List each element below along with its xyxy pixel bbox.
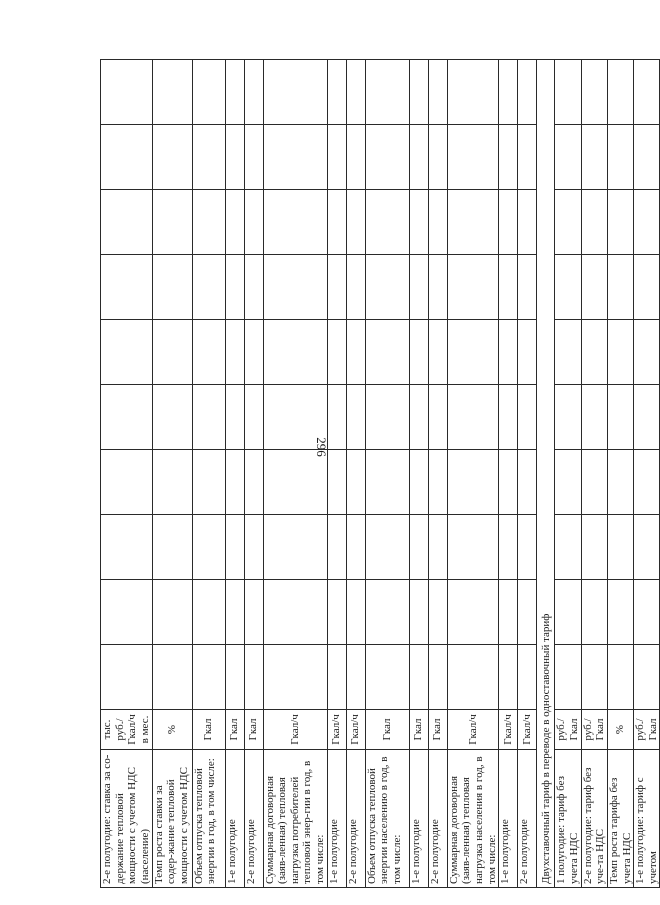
row-label: 1-е полугодие — [327, 750, 346, 888]
value-cell — [499, 190, 518, 255]
value-cell — [409, 190, 428, 255]
value-cell — [263, 645, 327, 710]
value-cell — [365, 515, 409, 580]
value-cell — [428, 255, 447, 320]
value-cell — [225, 450, 244, 515]
value-cell — [365, 385, 409, 450]
value-cell — [244, 385, 263, 450]
value-cell — [409, 60, 428, 125]
value-cell — [152, 450, 192, 515]
value-cell — [428, 645, 447, 710]
value-cell — [327, 385, 346, 450]
value-cell — [499, 515, 518, 580]
value-cell — [365, 125, 409, 190]
value-cell — [428, 450, 447, 515]
value-cell — [409, 515, 428, 580]
value-cell — [225, 515, 244, 580]
value-cell — [327, 125, 346, 190]
table-row — [607, 60, 633, 888]
row-unit: Гкал/ч — [346, 710, 365, 750]
value-cell — [581, 385, 607, 450]
value-cell — [428, 190, 447, 255]
value-cell — [555, 580, 581, 645]
row-unit: Гкал — [244, 710, 263, 750]
value-cell — [634, 645, 660, 710]
value-cell — [152, 580, 192, 645]
value-cell — [518, 255, 537, 320]
value-cell — [518, 385, 537, 450]
value-cell — [581, 190, 607, 255]
value-cell — [518, 190, 537, 255]
value-cell — [192, 645, 225, 710]
value-cell — [327, 450, 346, 515]
value-cell — [244, 645, 263, 710]
value-cell — [225, 645, 244, 710]
row-unit: % — [152, 710, 192, 750]
value-cell — [555, 450, 581, 515]
value-cell — [192, 580, 225, 645]
value-cell — [634, 190, 660, 255]
value-cell — [346, 385, 365, 450]
value-cell — [244, 450, 263, 515]
value-cell — [101, 320, 153, 385]
value-cell — [607, 255, 633, 320]
row-label: Объем отпуска тепловой энергии населению в год, в том числе: — [365, 750, 409, 888]
row-label: Суммарная договорная (заяв-ленная) тепловая нагрузка населения в год, в том числе: — [447, 750, 499, 888]
row-unit: Гкал — [409, 710, 428, 750]
value-cell — [225, 190, 244, 255]
value-cell — [327, 255, 346, 320]
value-cell — [327, 580, 346, 645]
value-cell — [101, 255, 153, 320]
table-row — [499, 60, 518, 888]
value-cell — [263, 515, 327, 580]
table-row — [555, 60, 581, 888]
value-cell — [555, 255, 581, 320]
row-unit: Гкал/ч — [499, 710, 518, 750]
tariff-table — [100, 59, 660, 888]
value-cell — [499, 385, 518, 450]
row-unit: % — [607, 710, 633, 750]
value-cell — [428, 385, 447, 450]
value-cell — [499, 320, 518, 385]
value-cell — [555, 320, 581, 385]
value-cell — [327, 515, 346, 580]
value-cell — [327, 645, 346, 710]
value-cell — [634, 60, 660, 125]
row-label: 2-е полугодие: тариф без уче-та НДС — [581, 750, 607, 888]
value-cell — [365, 645, 409, 710]
value-cell — [346, 320, 365, 385]
value-cell — [607, 385, 633, 450]
value-cell — [581, 125, 607, 190]
value-cell — [581, 515, 607, 580]
row-unit: Гкал/ч — [327, 710, 346, 750]
value-cell — [263, 190, 327, 255]
value-cell — [518, 60, 537, 125]
row-unit: руб./Гкал — [555, 710, 581, 750]
value-cell — [365, 450, 409, 515]
row-label: 1-е полугодие — [499, 750, 518, 888]
row-label: Двухставочный тариф в переводе в одноставочный тариф — [537, 60, 555, 888]
row-label: 2-е полугодие — [244, 750, 263, 888]
value-cell — [101, 190, 153, 255]
value-cell — [244, 125, 263, 190]
row-label: 2-е полугодие — [518, 750, 537, 888]
value-cell — [499, 125, 518, 190]
value-cell — [346, 580, 365, 645]
value-cell — [152, 125, 192, 190]
value-cell — [263, 125, 327, 190]
value-cell — [192, 125, 225, 190]
value-cell — [607, 60, 633, 125]
value-cell — [263, 385, 327, 450]
value-cell — [365, 60, 409, 125]
row-label: 2-е полугодие — [346, 750, 365, 888]
value-cell — [447, 190, 499, 255]
value-cell — [244, 255, 263, 320]
page-number: 296 — [313, 437, 329, 457]
value-cell — [263, 60, 327, 125]
value-cell — [225, 385, 244, 450]
value-cell — [634, 385, 660, 450]
value-cell — [607, 125, 633, 190]
value-cell — [365, 580, 409, 645]
value-cell — [447, 125, 499, 190]
row-label: Темп роста тарифа без учета НДС — [607, 750, 633, 888]
value-cell — [447, 320, 499, 385]
value-cell — [555, 190, 581, 255]
value-cell — [447, 255, 499, 320]
value-cell — [192, 450, 225, 515]
value-cell — [518, 515, 537, 580]
value-cell — [518, 320, 537, 385]
row-unit: Гкал/ч — [518, 710, 537, 750]
value-cell — [555, 60, 581, 125]
value-cell — [346, 645, 365, 710]
value-cell — [244, 320, 263, 385]
value-cell — [101, 60, 153, 125]
value-cell — [152, 515, 192, 580]
rotated-table-wrapper — [100, 60, 659, 888]
row-unit: Гкал — [365, 710, 409, 750]
value-cell — [101, 125, 153, 190]
value-cell — [428, 60, 447, 125]
value-cell — [581, 255, 607, 320]
table-row — [428, 60, 447, 888]
value-cell — [518, 580, 537, 645]
value-cell — [499, 645, 518, 710]
value-cell — [499, 60, 518, 125]
table-row — [365, 60, 409, 888]
row-unit: Гкал — [192, 710, 225, 750]
value-cell — [634, 320, 660, 385]
value-cell — [634, 125, 660, 190]
value-cell — [263, 320, 327, 385]
value-cell — [447, 385, 499, 450]
value-cell — [101, 385, 153, 450]
value-cell — [192, 60, 225, 125]
value-cell — [346, 515, 365, 580]
value-cell — [428, 320, 447, 385]
value-cell — [346, 450, 365, 515]
value-cell — [555, 645, 581, 710]
value-cell — [499, 450, 518, 515]
row-label: Темп роста ставки за содер-жание тепловой мощности с учетом НДС — [152, 750, 192, 888]
value-cell — [101, 450, 153, 515]
value-cell — [634, 450, 660, 515]
value-cell — [499, 580, 518, 645]
value-cell — [192, 385, 225, 450]
value-cell — [192, 255, 225, 320]
row-unit: Гкал/ч — [263, 710, 327, 750]
value-cell — [409, 450, 428, 515]
value-cell — [225, 60, 244, 125]
value-cell — [152, 60, 192, 125]
value-cell — [409, 125, 428, 190]
value-cell — [365, 255, 409, 320]
value-cell — [152, 645, 192, 710]
table-row — [346, 60, 365, 888]
value-cell — [607, 645, 633, 710]
value-cell — [447, 60, 499, 125]
row-label: 1-е полугодие — [409, 750, 428, 888]
value-cell — [581, 580, 607, 645]
row-unit: тыс. руб./Гкал/ч в мес. — [101, 710, 153, 750]
value-cell — [607, 450, 633, 515]
value-cell — [327, 190, 346, 255]
row-label: 1-е полугодие — [225, 750, 244, 888]
value-cell — [192, 190, 225, 255]
row-unit: руб./Гкал — [581, 710, 607, 750]
value-cell — [555, 385, 581, 450]
row-unit: руб./Гкал — [634, 710, 660, 750]
value-cell — [244, 580, 263, 645]
value-cell — [447, 450, 499, 515]
value-cell — [499, 255, 518, 320]
value-cell — [225, 580, 244, 645]
value-cell — [244, 190, 263, 255]
value-cell — [365, 190, 409, 255]
row-label: 2-е полугодие — [428, 750, 447, 888]
value-cell — [152, 190, 192, 255]
row-label: 1 полугодие: тариф без учета НДС — [555, 750, 581, 888]
value-cell — [365, 320, 409, 385]
value-cell — [409, 255, 428, 320]
value-cell — [192, 320, 225, 385]
value-cell — [581, 450, 607, 515]
value-cell — [581, 645, 607, 710]
value-cell — [607, 580, 633, 645]
value-cell — [346, 190, 365, 255]
value-cell — [101, 580, 153, 645]
table-row — [101, 60, 153, 888]
row-unit: Гкал — [225, 710, 244, 750]
value-cell — [409, 580, 428, 645]
table-row — [244, 60, 263, 888]
table-row — [537, 60, 555, 888]
value-cell — [152, 255, 192, 320]
value-cell — [607, 320, 633, 385]
table-row — [152, 60, 192, 888]
value-cell — [152, 320, 192, 385]
row-unit: Гкал — [428, 710, 447, 750]
value-cell — [327, 60, 346, 125]
value-cell — [346, 125, 365, 190]
row-unit: Гкал/ч — [447, 710, 499, 750]
value-cell — [225, 125, 244, 190]
table-row — [581, 60, 607, 888]
value-cell — [607, 515, 633, 580]
value-cell — [244, 515, 263, 580]
value-cell — [244, 60, 263, 125]
value-cell — [518, 450, 537, 515]
table-row — [225, 60, 244, 888]
value-cell — [581, 320, 607, 385]
value-cell — [152, 385, 192, 450]
value-cell — [263, 255, 327, 320]
value-cell — [555, 125, 581, 190]
row-label: 1-е полугодие: тариф с учетом — [634, 750, 660, 888]
row-label: Объем отпуска тепловой энергии в год, в том числе: — [192, 750, 225, 888]
value-cell — [634, 255, 660, 320]
value-cell — [581, 60, 607, 125]
value-cell — [101, 515, 153, 580]
value-cell — [634, 515, 660, 580]
row-label: 2-е полугодие: ставка за со-держание тепловой мощности с учетом НДС (население) — [101, 750, 153, 888]
value-cell — [409, 645, 428, 710]
value-cell — [518, 125, 537, 190]
value-cell — [555, 515, 581, 580]
value-cell — [327, 320, 346, 385]
value-cell — [192, 515, 225, 580]
value-cell — [409, 385, 428, 450]
value-cell — [518, 645, 537, 710]
table-row — [518, 60, 537, 888]
value-cell — [607, 190, 633, 255]
value-cell — [447, 515, 499, 580]
value-cell — [346, 60, 365, 125]
value-cell — [263, 580, 327, 645]
value-cell — [101, 645, 153, 710]
value-cell — [447, 645, 499, 710]
value-cell — [409, 320, 428, 385]
value-cell — [428, 515, 447, 580]
value-cell — [447, 580, 499, 645]
value-cell — [346, 255, 365, 320]
value-cell — [263, 450, 327, 515]
table-row — [447, 60, 499, 888]
table-row — [634, 60, 660, 888]
value-cell — [225, 255, 244, 320]
table-row — [327, 60, 346, 888]
value-cell — [428, 125, 447, 190]
table-row — [192, 60, 225, 888]
value-cell — [428, 580, 447, 645]
value-cell — [634, 580, 660, 645]
row-label: Суммарная договорная (заяв-ленная) тепловая нагрузка потребителей тепловой энер-гии в год, в том числе: — [263, 750, 327, 888]
table-row — [263, 60, 327, 888]
table-row — [409, 60, 428, 888]
value-cell — [225, 320, 244, 385]
